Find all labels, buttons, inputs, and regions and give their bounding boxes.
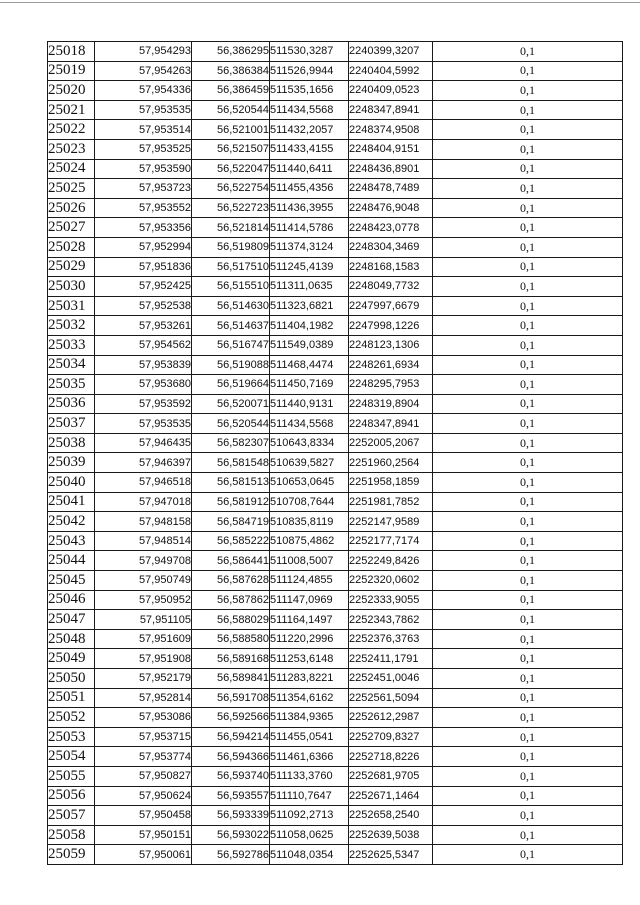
- longitude-cell: 56,593339: [192, 806, 270, 826]
- y-coordinate-cell: 2248404,9151: [349, 139, 433, 159]
- table-row: [48, 394, 623, 414]
- latitude-cell: 57,949708: [95, 551, 192, 571]
- table-row: [48, 257, 623, 277]
- point-number: 25027: [48, 218, 95, 238]
- longitude-cell: 56,522047: [192, 159, 270, 179]
- latitude-cell: 57,948158: [95, 512, 192, 532]
- y-coordinate-cell: 2248476,9048: [349, 198, 433, 218]
- x-coordinate-cell: 511530,3287: [270, 42, 349, 62]
- x-coordinate-cell: 511008,5007: [270, 551, 349, 571]
- accuracy-cell: 0,1: [433, 629, 623, 649]
- longitude-cell: 56,516747: [192, 335, 270, 355]
- latitude-cell: 57,953715: [95, 727, 192, 747]
- point-number: 25035: [48, 375, 95, 395]
- latitude-cell: 57,953356: [95, 218, 192, 238]
- y-coordinate-cell: 2252639,5038: [349, 825, 433, 845]
- longitude-cell: 56,593022: [192, 825, 270, 845]
- x-coordinate-cell: 511414,5786: [270, 218, 349, 238]
- point-number: 25046: [48, 590, 95, 610]
- table-row: [48, 629, 623, 649]
- latitude-cell: 57,953535: [95, 100, 192, 120]
- longitude-cell: 56,594214: [192, 727, 270, 747]
- point-number: 25025: [48, 179, 95, 199]
- x-coordinate-cell: 511323,6821: [270, 296, 349, 316]
- y-coordinate-cell: 2248123,1306: [349, 335, 433, 355]
- accuracy-cell: 0,1: [433, 590, 623, 610]
- y-coordinate-cell: 2252147,9589: [349, 512, 433, 532]
- y-coordinate-cell: 2252320,0602: [349, 571, 433, 591]
- accuracy-cell: 0,1: [433, 198, 623, 218]
- accuracy-cell: 0,1: [433, 375, 623, 395]
- y-coordinate-cell: 2252376,3763: [349, 629, 433, 649]
- y-coordinate-cell: 2252625,5347: [349, 845, 433, 865]
- accuracy-cell: 0,1: [433, 649, 623, 669]
- longitude-cell: 56,519088: [192, 355, 270, 375]
- latitude-cell: 57,953535: [95, 414, 192, 434]
- table-row: [48, 316, 623, 336]
- longitude-cell: 56,519809: [192, 237, 270, 257]
- table-row: [48, 649, 623, 669]
- latitude-cell: 57,950458: [95, 806, 192, 826]
- longitude-cell: 56,520071: [192, 394, 270, 414]
- point-number: 25053: [48, 727, 95, 747]
- point-number: 25057: [48, 806, 95, 826]
- accuracy-cell: 0,1: [433, 845, 623, 865]
- latitude-cell: 57,951836: [95, 257, 192, 277]
- latitude-cell: 57,951105: [95, 610, 192, 630]
- y-coordinate-cell: 2248347,8941: [349, 414, 433, 434]
- accuracy-cell: 0,1: [433, 61, 623, 81]
- x-coordinate-cell: 511549,0389: [270, 335, 349, 355]
- y-coordinate-cell: 2240409,0523: [349, 81, 433, 101]
- y-coordinate-cell: 2252333,9055: [349, 590, 433, 610]
- latitude-cell: 57,946518: [95, 473, 192, 493]
- table-row: [48, 335, 623, 355]
- point-number: 25038: [48, 433, 95, 453]
- table-row: [48, 159, 623, 179]
- point-number: 25039: [48, 453, 95, 473]
- longitude-cell: 56,589168: [192, 649, 270, 669]
- accuracy-cell: 0,1: [433, 708, 623, 728]
- table-row: [48, 61, 623, 81]
- table-row: [48, 277, 623, 297]
- accuracy-cell: 0,1: [433, 688, 623, 708]
- accuracy-cell: 0,1: [433, 492, 623, 512]
- accuracy-cell: 0,1: [433, 453, 623, 473]
- accuracy-cell: 0,1: [433, 316, 623, 336]
- x-coordinate-cell: 511283,8221: [270, 669, 349, 689]
- point-number: 25028: [48, 237, 95, 257]
- point-number: 25032: [48, 316, 95, 336]
- latitude-cell: 57,951609: [95, 629, 192, 649]
- y-coordinate-cell: 2252343,7862: [349, 610, 433, 630]
- x-coordinate-cell: 511440,6411: [270, 159, 349, 179]
- latitude-cell: 57,946435: [95, 433, 192, 453]
- y-coordinate-cell: 2248478,7489: [349, 179, 433, 199]
- accuracy-cell: 0,1: [433, 786, 623, 806]
- point-number: 25051: [48, 688, 95, 708]
- y-coordinate-cell: 2240404,5992: [349, 61, 433, 81]
- longitude-cell: 56,591708: [192, 688, 270, 708]
- latitude-cell: 57,953525: [95, 139, 192, 159]
- longitude-cell: 56,521814: [192, 218, 270, 238]
- point-number: 25058: [48, 825, 95, 845]
- table-row: [48, 727, 623, 747]
- table-row: [48, 42, 623, 62]
- latitude-cell: 57,947018: [95, 492, 192, 512]
- accuracy-cell: 0,1: [433, 747, 623, 767]
- x-coordinate-cell: 511164,1497: [270, 610, 349, 630]
- coordinates-table-body: [48, 42, 623, 865]
- longitude-cell: 56,521001: [192, 120, 270, 140]
- x-coordinate-cell: 511526,9944: [270, 61, 349, 81]
- table-row: [48, 453, 623, 473]
- table-row: [48, 179, 623, 199]
- accuracy-cell: 0,1: [433, 335, 623, 355]
- y-coordinate-cell: 2252671,1464: [349, 786, 433, 806]
- point-number: 25033: [48, 335, 95, 355]
- scan-edge-line: [0, 2, 640, 3]
- latitude-cell: 57,950061: [95, 845, 192, 865]
- x-coordinate-cell: 511058,0625: [270, 825, 349, 845]
- point-number: 25022: [48, 120, 95, 140]
- longitude-cell: 56,521507: [192, 139, 270, 159]
- x-coordinate-cell: 511468,4474: [270, 355, 349, 375]
- y-coordinate-cell: 2252612,2987: [349, 708, 433, 728]
- accuracy-cell: 0,1: [433, 825, 623, 845]
- accuracy-cell: 0,1: [433, 257, 623, 277]
- latitude-cell: 57,954263: [95, 61, 192, 81]
- longitude-cell: 56,592786: [192, 845, 270, 865]
- accuracy-cell: 0,1: [433, 355, 623, 375]
- x-coordinate-cell: 511434,5568: [270, 414, 349, 434]
- latitude-cell: 57,952179: [95, 669, 192, 689]
- latitude-cell: 57,950827: [95, 766, 192, 786]
- table-row: [48, 551, 623, 571]
- point-number: 25021: [48, 100, 95, 120]
- accuracy-cell: 0,1: [433, 159, 623, 179]
- point-number: 25043: [48, 531, 95, 551]
- table-row: [48, 806, 623, 826]
- longitude-cell: 56,587862: [192, 590, 270, 610]
- x-coordinate-cell: 511133,3760: [270, 766, 349, 786]
- table-row: [48, 355, 623, 375]
- point-number: 25056: [48, 786, 95, 806]
- accuracy-cell: 0,1: [433, 394, 623, 414]
- longitude-cell: 56,522723: [192, 198, 270, 218]
- latitude-cell: 57,954562: [95, 335, 192, 355]
- accuracy-cell: 0,1: [433, 610, 623, 630]
- point-number: 25044: [48, 551, 95, 571]
- x-coordinate-cell: 510708,7644: [270, 492, 349, 512]
- x-coordinate-cell: 510835,8119: [270, 512, 349, 532]
- longitude-cell: 56,586441: [192, 551, 270, 571]
- x-coordinate-cell: 511245,4139: [270, 257, 349, 277]
- longitude-cell: 56,588029: [192, 610, 270, 630]
- point-number: 25041: [48, 492, 95, 512]
- x-coordinate-cell: 511434,5568: [270, 100, 349, 120]
- table-row: [48, 218, 623, 238]
- y-coordinate-cell: 2252411,1791: [349, 649, 433, 669]
- x-coordinate-cell: 511455,0541: [270, 727, 349, 747]
- accuracy-cell: 0,1: [433, 551, 623, 571]
- x-coordinate-cell: 510639,5827: [270, 453, 349, 473]
- point-number: 25020: [48, 81, 95, 101]
- accuracy-cell: 0,1: [433, 571, 623, 591]
- x-coordinate-cell: 511220,2996: [270, 629, 349, 649]
- latitude-cell: 57,952538: [95, 296, 192, 316]
- point-number: 25047: [48, 610, 95, 630]
- y-coordinate-cell: 2248436,8901: [349, 159, 433, 179]
- table-row: [48, 688, 623, 708]
- table-row: [48, 198, 623, 218]
- table-row: [48, 747, 623, 767]
- latitude-cell: 57,952814: [95, 688, 192, 708]
- table-row: [48, 433, 623, 453]
- table-row: [48, 492, 623, 512]
- y-coordinate-cell: 2248423,0778: [349, 218, 433, 238]
- x-coordinate-cell: 511436,3955: [270, 198, 349, 218]
- latitude-cell: 57,953590: [95, 159, 192, 179]
- point-number: 25034: [48, 355, 95, 375]
- accuracy-cell: 0,1: [433, 179, 623, 199]
- y-coordinate-cell: 2240399,3207: [349, 42, 433, 62]
- accuracy-cell: 0,1: [433, 414, 623, 434]
- point-number: 25019: [48, 61, 95, 81]
- longitude-cell: 56,593557: [192, 786, 270, 806]
- x-coordinate-cell: 510643,8334: [270, 433, 349, 453]
- x-coordinate-cell: 511110,7647: [270, 786, 349, 806]
- point-number: 25023: [48, 139, 95, 159]
- longitude-cell: 56,386384: [192, 61, 270, 81]
- latitude-cell: 57,948514: [95, 531, 192, 551]
- point-number: 25045: [48, 571, 95, 591]
- table-row: [48, 120, 623, 140]
- y-coordinate-cell: 2248295,7953: [349, 375, 433, 395]
- y-coordinate-cell: 2251981,7852: [349, 492, 433, 512]
- longitude-cell: 56,594366: [192, 747, 270, 767]
- y-coordinate-cell: 2247998,1226: [349, 316, 433, 336]
- longitude-cell: 56,517510: [192, 257, 270, 277]
- table-row: [48, 590, 623, 610]
- y-coordinate-cell: 2252681,9705: [349, 766, 433, 786]
- longitude-cell: 56,581912: [192, 492, 270, 512]
- point-number: 25026: [48, 198, 95, 218]
- y-coordinate-cell: 2252005,2067: [349, 433, 433, 453]
- longitude-cell: 56,581548: [192, 453, 270, 473]
- longitude-cell: 56,514637: [192, 316, 270, 336]
- accuracy-cell: 0,1: [433, 473, 623, 493]
- latitude-cell: 57,950749: [95, 571, 192, 591]
- latitude-cell: 57,953839: [95, 355, 192, 375]
- latitude-cell: 57,953592: [95, 394, 192, 414]
- point-number: 25030: [48, 277, 95, 297]
- latitude-cell: 57,951908: [95, 649, 192, 669]
- y-coordinate-cell: 2252561,5094: [349, 688, 433, 708]
- table-row: [48, 139, 623, 159]
- longitude-cell: 56,386295: [192, 42, 270, 62]
- longitude-cell: 56,520544: [192, 414, 270, 434]
- table-row: [48, 296, 623, 316]
- x-coordinate-cell: 511450,7169: [270, 375, 349, 395]
- latitude-cell: 57,952425: [95, 277, 192, 297]
- point-number: 25037: [48, 414, 95, 434]
- x-coordinate-cell: 510875,4862: [270, 531, 349, 551]
- point-number: 25036: [48, 394, 95, 414]
- x-coordinate-cell: 510653,0645: [270, 473, 349, 493]
- accuracy-cell: 0,1: [433, 806, 623, 826]
- table-row: [48, 531, 623, 551]
- longitude-cell: 56,386459: [192, 81, 270, 101]
- table-row: [48, 825, 623, 845]
- y-coordinate-cell: 2248304,3469: [349, 237, 433, 257]
- point-number: 25024: [48, 159, 95, 179]
- accuracy-cell: 0,1: [433, 669, 623, 689]
- longitude-cell: 56,589841: [192, 669, 270, 689]
- point-number: 25052: [48, 708, 95, 728]
- accuracy-cell: 0,1: [433, 218, 623, 238]
- latitude-cell: 57,950952: [95, 590, 192, 610]
- latitude-cell: 57,952994: [95, 237, 192, 257]
- point-number: 25031: [48, 296, 95, 316]
- latitude-cell: 57,953723: [95, 179, 192, 199]
- y-coordinate-cell: 2252451,0046: [349, 669, 433, 689]
- y-coordinate-cell: 2252249,8426: [349, 551, 433, 571]
- accuracy-cell: 0,1: [433, 42, 623, 62]
- point-number: 25042: [48, 512, 95, 532]
- x-coordinate-cell: 511384,9365: [270, 708, 349, 728]
- accuracy-cell: 0,1: [433, 81, 623, 101]
- accuracy-cell: 0,1: [433, 277, 623, 297]
- longitude-cell: 56,582307: [192, 433, 270, 453]
- longitude-cell: 56,587628: [192, 571, 270, 591]
- accuracy-cell: 0,1: [433, 237, 623, 257]
- x-coordinate-cell: 511433,4155: [270, 139, 349, 159]
- latitude-cell: 57,953774: [95, 747, 192, 767]
- point-number: 25029: [48, 257, 95, 277]
- y-coordinate-cell: 2248168,1583: [349, 257, 433, 277]
- y-coordinate-cell: 2248347,8941: [349, 100, 433, 120]
- accuracy-cell: 0,1: [433, 100, 623, 120]
- x-coordinate-cell: 511461,6366: [270, 747, 349, 767]
- point-number: 25040: [48, 473, 95, 493]
- point-number: 25048: [48, 629, 95, 649]
- table-row: [48, 237, 623, 257]
- point-number: 25050: [48, 669, 95, 689]
- x-coordinate-cell: 511432,2057: [270, 120, 349, 140]
- latitude-cell: 57,954293: [95, 42, 192, 62]
- accuracy-cell: 0,1: [433, 727, 623, 747]
- latitude-cell: 57,953552: [95, 198, 192, 218]
- table-row: [48, 708, 623, 728]
- latitude-cell: 57,953086: [95, 708, 192, 728]
- y-coordinate-cell: 2251960,2564: [349, 453, 433, 473]
- longitude-cell: 56,520544: [192, 100, 270, 120]
- table-row: [48, 610, 623, 630]
- x-coordinate-cell: 511253,6148: [270, 649, 349, 669]
- longitude-cell: 56,522754: [192, 179, 270, 199]
- latitude-cell: 57,953261: [95, 316, 192, 336]
- table-row: [48, 100, 623, 120]
- latitude-cell: 57,950624: [95, 786, 192, 806]
- x-coordinate-cell: 511455,4356: [270, 179, 349, 199]
- longitude-cell: 56,515510: [192, 277, 270, 297]
- longitude-cell: 56,592566: [192, 708, 270, 728]
- table-row: [48, 786, 623, 806]
- table-row: [48, 414, 623, 434]
- y-coordinate-cell: 2252177,7174: [349, 531, 433, 551]
- latitude-cell: 57,946397: [95, 453, 192, 473]
- point-number: 25018: [48, 42, 95, 62]
- table-row: [48, 473, 623, 493]
- y-coordinate-cell: 2248049,7732: [349, 277, 433, 297]
- x-coordinate-cell: 511535,1656: [270, 81, 349, 101]
- accuracy-cell: 0,1: [433, 433, 623, 453]
- point-number: 25054: [48, 747, 95, 767]
- x-coordinate-cell: 511440,9131: [270, 394, 349, 414]
- longitude-cell: 56,581513: [192, 473, 270, 493]
- accuracy-cell: 0,1: [433, 120, 623, 140]
- y-coordinate-cell: 2247997,6679: [349, 296, 433, 316]
- y-coordinate-cell: 2248261,6934: [349, 355, 433, 375]
- table-row: [48, 81, 623, 101]
- table-row: [48, 512, 623, 532]
- x-coordinate-cell: 511048,0354: [270, 845, 349, 865]
- longitude-cell: 56,519664: [192, 375, 270, 395]
- point-number: 25049: [48, 649, 95, 669]
- accuracy-cell: 0,1: [433, 766, 623, 786]
- accuracy-cell: 0,1: [433, 296, 623, 316]
- x-coordinate-cell: 511404,1982: [270, 316, 349, 336]
- table-row: [48, 766, 623, 786]
- x-coordinate-cell: 511092,2713: [270, 806, 349, 826]
- point-number: 25059: [48, 845, 95, 865]
- accuracy-cell: 0,1: [433, 531, 623, 551]
- table-row: [48, 375, 623, 395]
- table-row: [48, 571, 623, 591]
- y-coordinate-cell: 2251958,1859: [349, 473, 433, 493]
- latitude-cell: 57,950151: [95, 825, 192, 845]
- y-coordinate-cell: 2252718,8226: [349, 747, 433, 767]
- y-coordinate-cell: 2252709,8327: [349, 727, 433, 747]
- y-coordinate-cell: 2252658,2540: [349, 806, 433, 826]
- longitude-cell: 56,514630: [192, 296, 270, 316]
- latitude-cell: 57,954336: [95, 81, 192, 101]
- accuracy-cell: 0,1: [433, 512, 623, 532]
- y-coordinate-cell: 2248319,8904: [349, 394, 433, 414]
- coordinates-table: [47, 41, 623, 865]
- point-number: 25055: [48, 766, 95, 786]
- accuracy-cell: 0,1: [433, 139, 623, 159]
- longitude-cell: 56,585222: [192, 531, 270, 551]
- longitude-cell: 56,593740: [192, 766, 270, 786]
- table-row: [48, 845, 623, 865]
- x-coordinate-cell: 511124,4855: [270, 571, 349, 591]
- table-row: [48, 669, 623, 689]
- latitude-cell: 57,953514: [95, 120, 192, 140]
- x-coordinate-cell: 511311,0635: [270, 277, 349, 297]
- latitude-cell: 57,953680: [95, 375, 192, 395]
- x-coordinate-cell: 511354,6162: [270, 688, 349, 708]
- x-coordinate-cell: 511374,3124: [270, 237, 349, 257]
- y-coordinate-cell: 2248374,9508: [349, 120, 433, 140]
- x-coordinate-cell: 511147,0969: [270, 590, 349, 610]
- longitude-cell: 56,588580: [192, 629, 270, 649]
- longitude-cell: 56,584719: [192, 512, 270, 532]
